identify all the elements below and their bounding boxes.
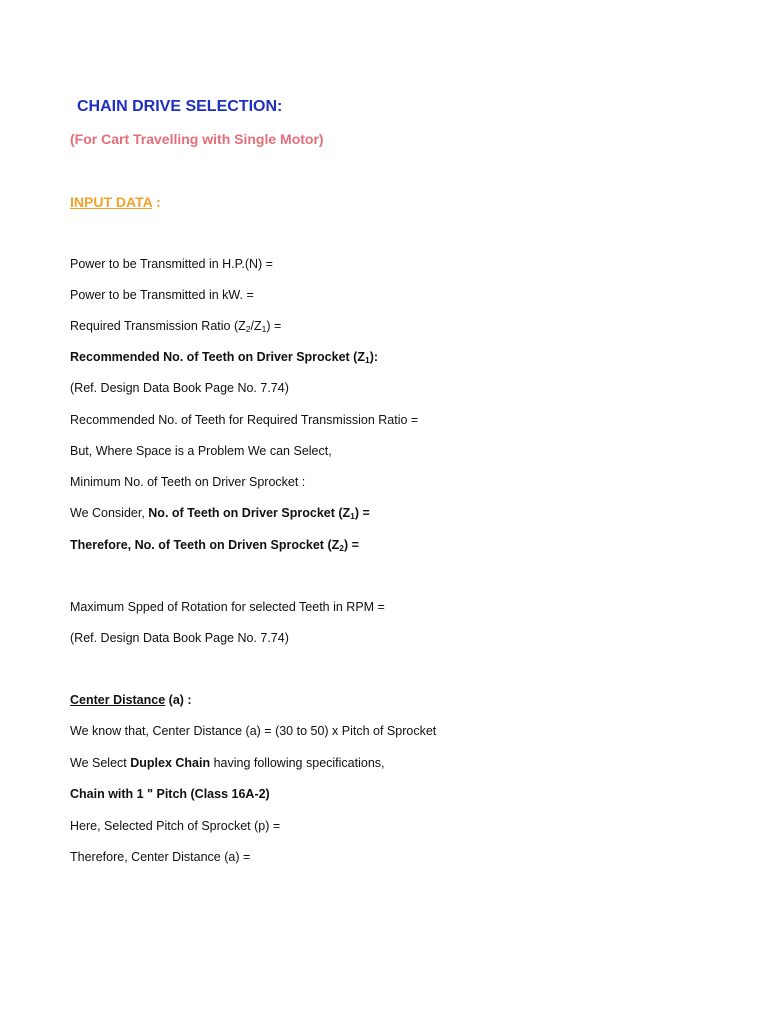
duplex-chain-text: Duplex Chain bbox=[130, 756, 211, 770]
selected-pitch-line: Here, Selected Pitch of Sprocket (p) = bbox=[70, 819, 281, 833]
power-kw-line: Power to be Transmitted in kW. = bbox=[70, 288, 254, 302]
we-consider-bold: No. of Teeth on Driver Sprocket (Z bbox=[148, 506, 351, 520]
ratio-mid: /Z bbox=[250, 319, 262, 333]
we-consider-line bbox=[70, 505, 370, 521]
center-distance-suffix: (a) : bbox=[165, 693, 192, 707]
ratio-suffix: ) = bbox=[266, 319, 282, 333]
input-data-label: INPUT DATA bbox=[70, 194, 153, 210]
minimum-teeth-line: Minimum No. of Teeth on Driver Sprocket : bbox=[70, 475, 306, 489]
recommended-teeth-sub: 1 bbox=[364, 355, 370, 365]
document-subtitle: (For Cart Travelling with Single Motor) bbox=[70, 131, 324, 147]
recommended-ratio-line: Recommended No. of Teeth for Required Transmission Ratio = bbox=[70, 413, 419, 427]
power-hp-line: Power to be Transmitted in H.P.(N) = bbox=[70, 257, 273, 271]
recommended-teeth-heading bbox=[70, 349, 378, 365]
reference-line-2: (Ref. Design Data Book Page No. 7.74) bbox=[70, 631, 289, 645]
ratio-sub-1: 1 bbox=[261, 324, 267, 334]
we-select-prefix: We Select bbox=[70, 756, 131, 770]
driven-teeth-prefix: Therefore, No. of Teeth on Driven Sprocket (Z bbox=[70, 538, 340, 552]
chain-pitch-line: Chain with 1 " Pitch (Class 16A-2) bbox=[70, 787, 270, 801]
document-title: CHAIN DRIVE SELECTION: bbox=[77, 98, 283, 115]
we-select-line bbox=[70, 755, 385, 771]
recommended-teeth-prefix: Recommended No. of Teeth on Driver Sprocket (Z bbox=[70, 350, 365, 364]
reference-line-1: (Ref. Design Data Book Page No. 7.74) bbox=[70, 381, 289, 395]
center-distance-heading bbox=[70, 692, 192, 708]
input-data-suffix: : bbox=[152, 194, 161, 210]
driven-teeth-line bbox=[70, 537, 359, 553]
center-distance-result-line: Therefore, Center Distance (a) = bbox=[70, 850, 251, 864]
driven-teeth-sub: 2 bbox=[339, 543, 344, 553]
ratio-sub-2: 2 bbox=[245, 324, 251, 334]
we-select-suffix: having following specifications, bbox=[210, 756, 385, 770]
center-distance-formula-line: We know that, Center Distance (a) = (30 to 50) x Pitch of Sprocket bbox=[70, 724, 437, 738]
driven-teeth-suffix: ) = bbox=[343, 538, 359, 552]
we-consider-prefix: We Consider, bbox=[70, 506, 149, 520]
we-consider-sub: 1 bbox=[350, 511, 355, 521]
space-problem-line: But, Where Space is a Problem We can Select, bbox=[70, 444, 332, 458]
input-data-heading bbox=[70, 193, 161, 211]
ratio-prefix: Required Transmission Ratio (Z bbox=[70, 319, 246, 333]
max-speed-line: Maximum Spped of Rotation for selected Teeth in RPM = bbox=[70, 600, 385, 614]
we-consider-suffix: ) = bbox=[354, 506, 370, 520]
recommended-teeth-suffix: ): bbox=[369, 350, 379, 364]
transmission-ratio-line bbox=[70, 318, 281, 334]
center-distance-label: Center Distance bbox=[70, 693, 166, 707]
